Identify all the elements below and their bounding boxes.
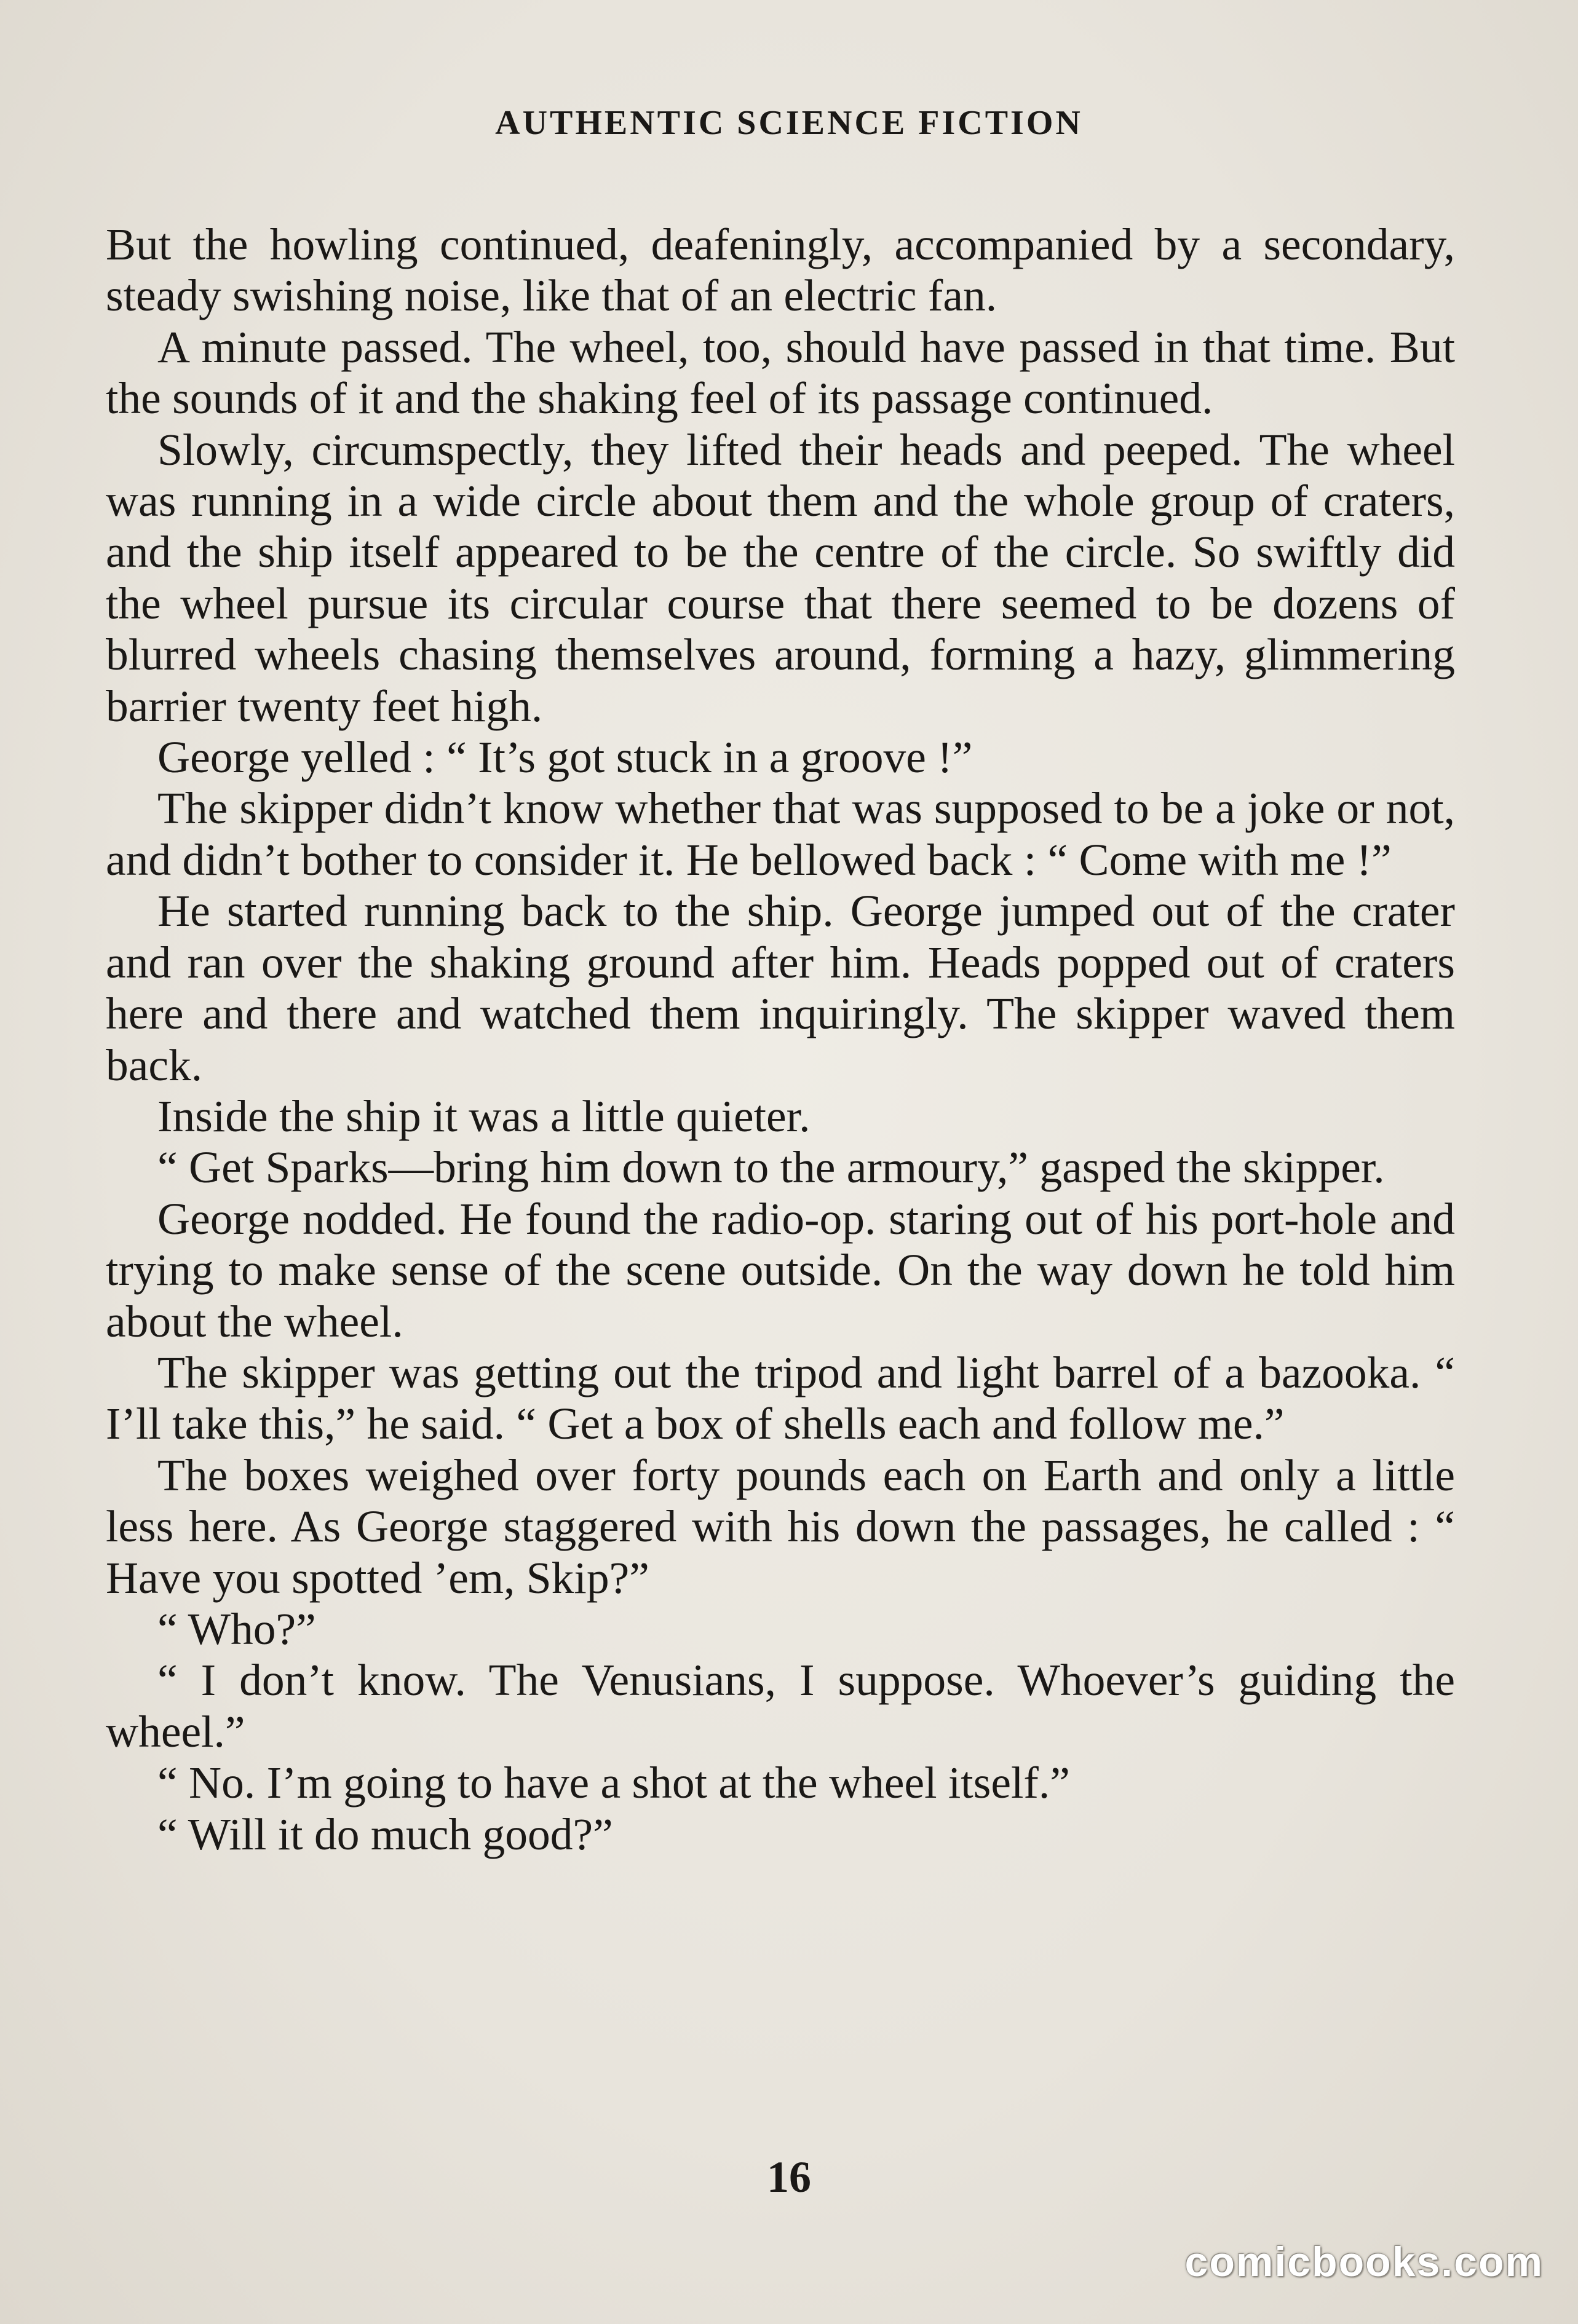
paragraph: “ Will it do much good?” — [157, 1809, 613, 1859]
paragraph: Slowly, circumspectly, they lifted their heads and peeped. The wheel was running in a wide circle about them and the whole group of craters, and the ship itself appeared to be the centre of the circle. So swiftly did the wheel pursue its circular course that there seemed to be dozens of blurred wheels chasing themselves around, forming a hazy, glimmering barrier twenty feet high. — [106, 424, 1455, 731]
paragraph: The skipper didn’t know whether that was supposed to be a joke or not, and didn’t bother to consider it. He bellowed back : “ Come with me !” — [106, 783, 1455, 885]
paragraph: “ Get Sparks—bring him down to the armoury,” gasped the skipper. — [157, 1142, 1385, 1193]
watermark: comicbooks.com — [1184, 2239, 1544, 2285]
paragraph: The boxes weighed over forty pounds each on Earth and only a little less here. As George staggered with his down the passages, he called : “ Have you spotted ’em, Skip?” — [106, 1450, 1455, 1603]
paragraph: He started running back to the ship. George jumped out of the crater and ran over the shaking ground after him. Heads popped out of craters here and there and watched them inquiringly. The skipper waved them back. — [106, 886, 1455, 1090]
paragraph: “ No. I’m going to have a shot at the wheel itself.” — [157, 1758, 1070, 1808]
paragraph: George nodded. He found the radio-op. staring out of his port-hole and trying to make sense of the scene outside. On the way down he told him about the wheel. — [106, 1193, 1455, 1346]
paragraph: “ Who?” — [157, 1603, 316, 1654]
paragraph: George yelled : “ It’s got stuck in a groove !” — [157, 732, 973, 783]
paragraph: But the howling continued, deafeningly, accompanied by a secondary, steady swishing noise, like that of an electric fan. — [106, 219, 1455, 321]
running-head: AUTHENTIC SCIENCE FICTION — [495, 104, 1083, 142]
paragraph: Inside the ship it was a little quieter. — [157, 1091, 811, 1141]
page-number: 16 — [767, 2152, 811, 2202]
paragraph: “ I don’t know. The Venusians, I suppose. Whoever’s guiding the wheel.” — [106, 1655, 1455, 1757]
paragraph: The skipper was getting out the tripod and light barrel of a bazooka. “ I’ll take this,” he said. “ Get a box of shells each and follow me.” — [106, 1347, 1455, 1449]
story-text — [106, 219, 1455, 1860]
paragraph: A minute passed. The wheel, too, should have passed in that time. But the sounds of it and the shaking feel of its passage continued. — [106, 322, 1455, 424]
